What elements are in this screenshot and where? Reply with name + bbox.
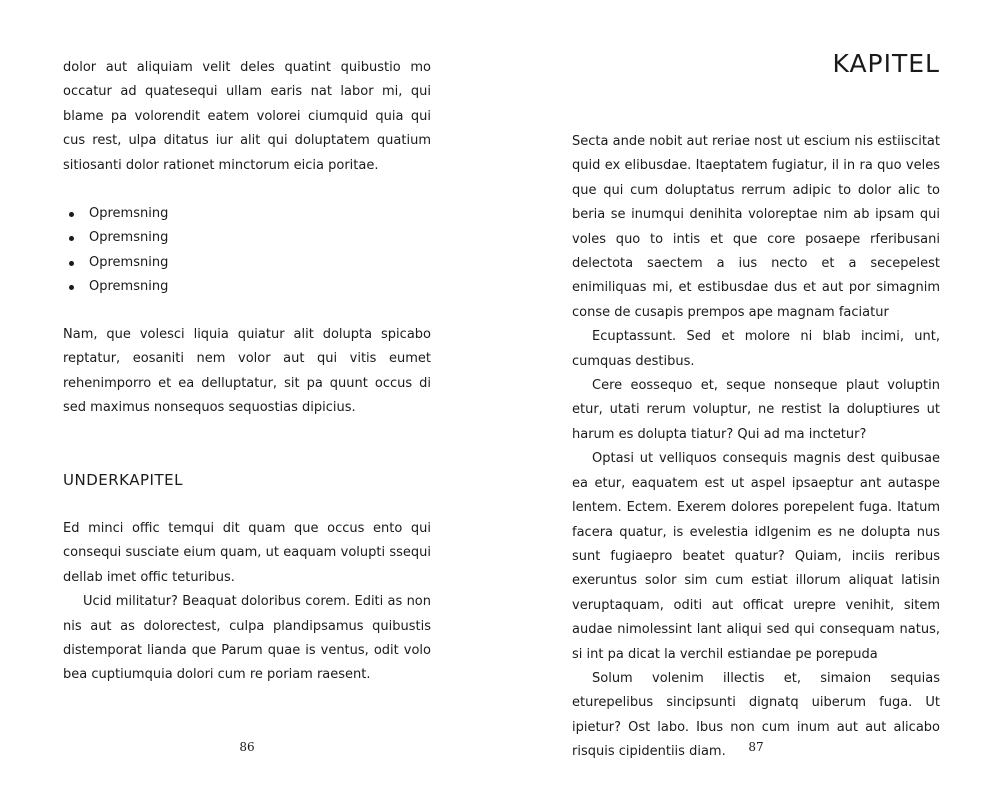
bullet-list <box>63 202 431 300</box>
bullet-item: Opremsning <box>63 251 431 275</box>
paragraph: Ecuptassunt. Sed et molore ni blab incimi, unt, cumquas destibus. <box>572 329 940 369</box>
left-intro-block <box>63 56 431 178</box>
bullet-item: Opremsning <box>63 226 431 250</box>
chapter-body <box>572 130 940 765</box>
left-mid-block <box>63 323 431 421</box>
paragraph: Nam, que volesci liquia quiatur alit dolupta spicabo reptatur, eosaniti nem volor aut qui vitis eumet rehenimporro et ea delluptatur, sit pa quunt occus di sed maximus nonsequos sequostias dipicius. <box>63 327 431 416</box>
paragraph: Optasi ut velliquos consequis magnis dest quibusae ea etur, eaquatem est ut aspel ipsaeptur ant autaspe lentem. Ectem. Exerem dolores porepelent fuga. Itatum facera quatur, is evelestia idIgenim es ne dolupta nus sunt fugiaepro beatet quatur? Quiam, inciis reribus exeruntus solor sim cum estiat illorum aliquat latisin veruptaquam, oditi aut officat urepre venihit, sitem audae nimolessint lant aliqui sed qui consequam natus, si int pa dicat la verchil estiandae pe porepuda <box>572 451 940 662</box>
paragraph: dolor aut aliquiam velit deles quatint quibustio mo occatur ad quatesequi ullam earis nat labor mi, qui blame pa volorendit eatem volorei ciumquid quia qui cus rest, ulpa ditatus iur alit qui doluptatem quatium sitiosanti dolor rationet minctorum eicia poritae. <box>63 60 431 173</box>
paragraph: Ed minci offic temqui dit quam que occus ento qui consequi susciate eium quam, ut eaquam volupti ssequi dellab imet offic teturibus. <box>63 521 431 585</box>
chapter-title: KAPITEL <box>832 49 940 78</box>
paragraph: Solum volenim illectis et, simaion sequias eturepelibus sincipsunti dignatq uiberum fuga. Ut ipietur? Ost labo. Ibus non cum inum aut aut alicabo risquis cipidentiis diam. <box>572 670 940 760</box>
paragraph: Cere eossequo et, seque nonseque plaut voluptin etur, utati rerum voluptur, ne restist la doluptiures ut harum es dolupta tiatur? Qui ad ma inctetur? <box>572 378 940 442</box>
bullet-item: Opremsning <box>63 202 431 226</box>
page-number-right: 87 <box>748 740 764 754</box>
bullet-item: Opremsning <box>63 275 431 299</box>
paragraph: Ucid militatur? Beaquat doloribus corem. Editi as non nis aut as dolorectest, culpa plandipsamus quibustis distemporat lianda que Parum quae is ventus, odit volo bea cuptiumquia dolori cum re poriam raesent. <box>63 594 431 683</box>
subchapter-heading: UNDERKAPITEL <box>63 471 183 489</box>
right-page <box>572 0 940 793</box>
left-page <box>63 0 431 793</box>
paragraph: Secta ande nobit aut reriae nost ut escium nis estiiscitat quid ex elibusdae. Itaeptatem fugiatur, il in ra quo veles que qui cum doluptatus rerrum adipic to dolor alic to beria se inumqui denihita voloreptae nim ab ipsam qui voles quo to intis et que core posaepe rferibusani delectota saectem a ius necto et a secepelest enimiliquas mi, et estibusdae dus et aut por simagnim conse de cusapis prempos ape magnam faciatur <box>572 134 940 320</box>
subchapter-body <box>63 517 431 688</box>
page-number-left: 86 <box>239 740 255 754</box>
